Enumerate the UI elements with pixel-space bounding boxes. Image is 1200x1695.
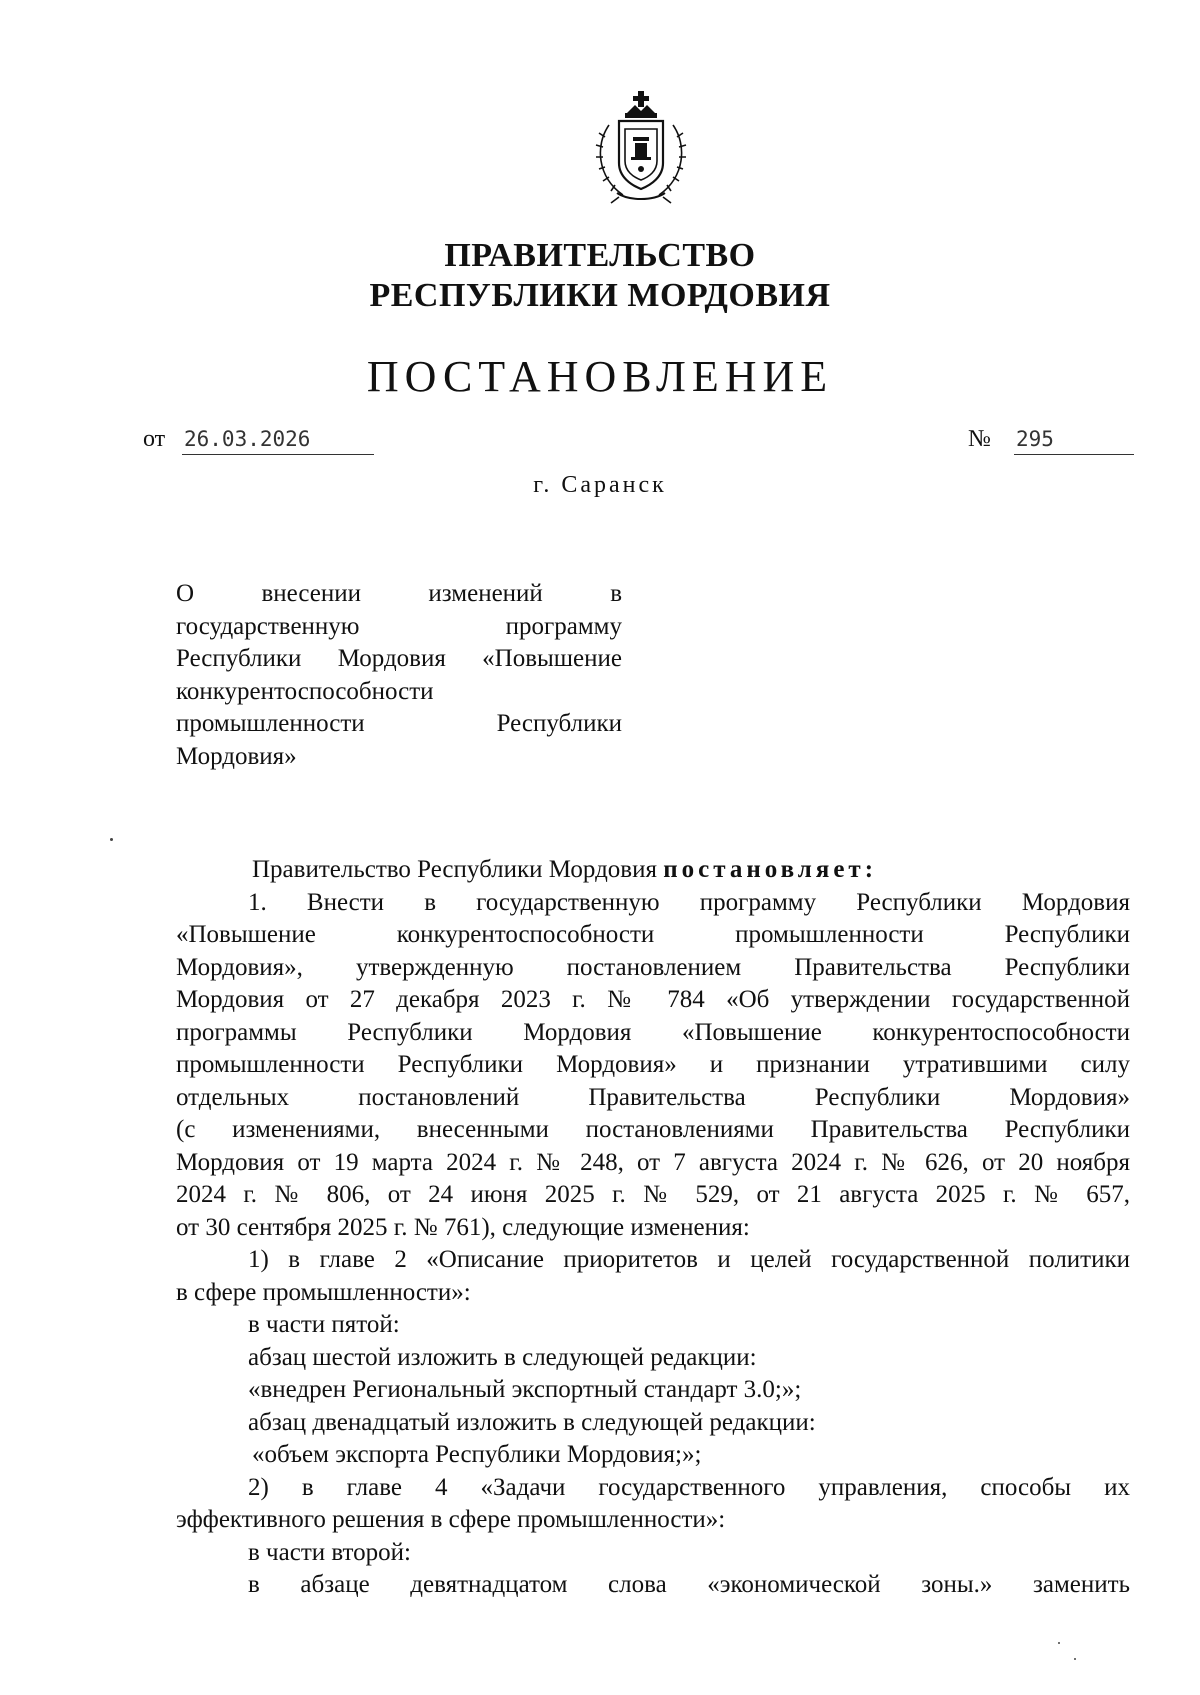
amendment-line: «внедрен Региональный экспортный стандарт 3.0;»; <box>248 1376 802 1403</box>
intro-lead: Правительство Республики Мордовия <box>252 856 657 883</box>
title-line: конкурентоспособности <box>176 677 434 705</box>
intro-paragraph <box>176 854 1130 887</box>
item-line: 2) в главе 4 «Задачи государственного управления, способы их <box>248 1473 1130 1501</box>
intro-resolves: постановляет: <box>663 856 878 883</box>
organization-name-line2: РЕСПУБЛИКИ МОРДОВИЯ <box>369 277 831 314</box>
paragraph-line: 1. Внести в государственную программу Республики Мордовия <box>248 888 1130 916</box>
document-body <box>176 854 1130 1602</box>
paragraph-line: «Повышение конкурентоспособности промышленности Республики <box>176 921 1130 948</box>
paragraph-line: промышленности Республики Мордовия» и признании утратившими силу <box>176 1051 1130 1078</box>
title-line: государственную программу <box>176 612 622 640</box>
amendment-line: в части второй: <box>248 1538 411 1566</box>
amendment-line: в части пятой: <box>248 1311 400 1338</box>
amendment-line: абзац двенадцатый изложить в следующей редакции: <box>248 1408 816 1436</box>
coat-of-arms-emblem <box>589 85 693 207</box>
scan-speck <box>1058 1642 1060 1644</box>
item-line: эффективного решения в сфере промышленности»: <box>176 1506 726 1533</box>
title-line: Мордовия» <box>176 742 297 770</box>
paragraph-line: отдельных постановлений Правительства Республики Мордовия» <box>176 1083 1130 1111</box>
document-type: ПОСТАНОВЛЕНИЕ <box>366 352 834 401</box>
date-value: 26.03.2026 <box>182 424 374 455</box>
organization-name-line1: ПРАВИТЕЛЬСТВО <box>444 237 756 274</box>
paragraph-line: 2024 г. № 806, от 24 июня 2025 г. № 529, от 21 августа 2025 г. № 657, <box>176 1181 1130 1208</box>
item-line: 1) в главе 2 «Описание приоритетов и целей государственной политики <box>248 1246 1130 1273</box>
paragraph-line: от 30 сентября 2025 г. № 761), следующие изменения: <box>176 1213 750 1241</box>
item-line: в сфере промышленности»: <box>176 1278 471 1306</box>
document-title <box>176 578 622 773</box>
title-line: О внесении изменений в <box>176 580 622 607</box>
paragraph-line: Мордовия от 27 декабря 2023 г. № 784 «Об утверждении государственной <box>176 986 1130 1013</box>
paragraph-line: программы Республики Мордовия «Повышение конкурентоспособности <box>176 1018 1130 1046</box>
paragraph-line: Мордовия», утвержденную постановлением Правительства Республики <box>176 953 1130 981</box>
title-line: промышленности Республики <box>176 710 622 737</box>
paragraph-line: (с изменениями, внесенными постановлениями Правительства Республики <box>176 1116 1130 1143</box>
date-label: от <box>143 426 166 452</box>
amendment-line: в абзаце девятнадцатом слова «экономической зоны.» заменить <box>248 1571 1130 1598</box>
title-line: Республики Мордовия «Повышение <box>176 645 622 672</box>
city: г. Саранск <box>533 472 667 498</box>
scan-speck <box>110 838 113 841</box>
number-label: № <box>968 426 991 452</box>
amendment-line: абзац шестой изложить в следующей редакции: <box>248 1343 757 1371</box>
scan-speck <box>1074 1658 1076 1660</box>
paragraph-line: Мордовия от 19 марта 2024 г. № 248, от 7 августа 2024 г. № 626, от 20 ноября <box>176 1148 1130 1176</box>
number-value: 295 <box>1014 424 1134 455</box>
amendment-line: «объем экспорта Республики Мордовия;»; <box>252 1441 702 1468</box>
